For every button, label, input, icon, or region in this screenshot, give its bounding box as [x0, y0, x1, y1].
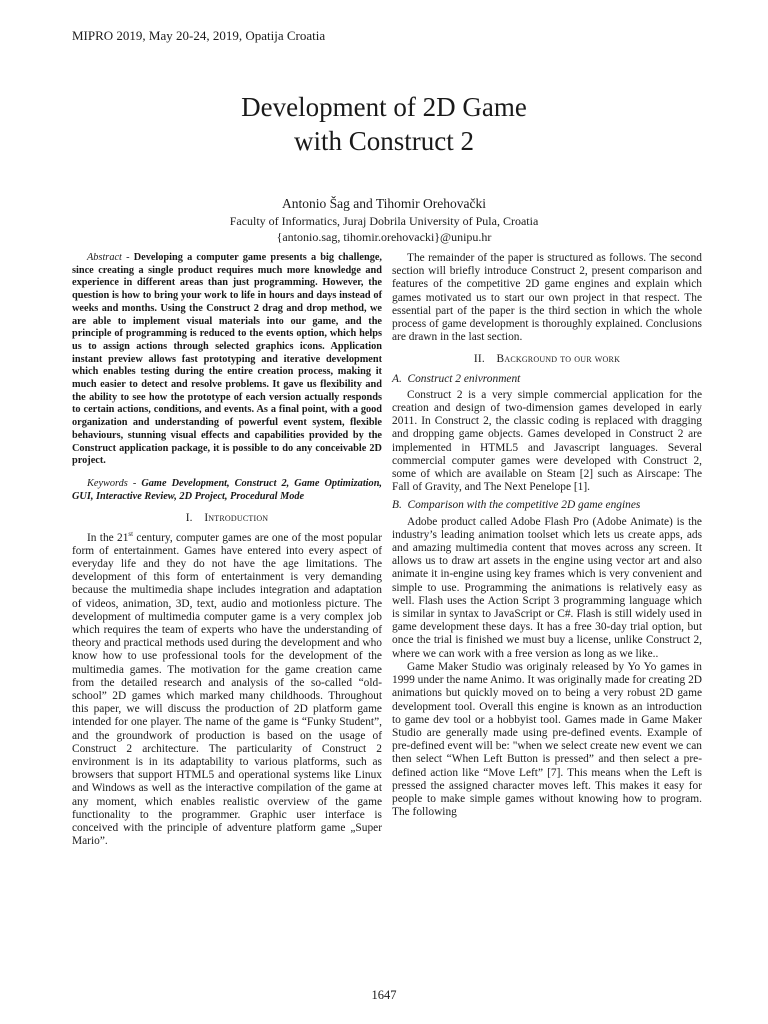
affiliation — [0, 213, 768, 245]
introduction-paragraph — [72, 529, 382, 849]
abstract-text: Developing a computer game presents a big challenge, since creating a single product requires much more knowledge and experience in different areas than just programming. However, the question is how to bring your work to life in hours and days instead of weeks and months. Using the Construct 2 drag and drop method, we are able to implement visual materials into our game, and the principle of programming is reduced to the events option, which helps us to assign actions through selected graphics icons. Application instant preview allows fast prototyping and iterative development which enables testing during the entire creation process, making it much easier to detect and resolve problems. It gave us flexibility and the ability to see how the prototype of each version actually responds to certain actions, conditions, and events. As a final point, with a good organization and understanding of powerful event system, flexible behaviours, stunning visual effects and capabilities provided by the Construct application package, it is possible to do any conceivable 2D project. — [72, 252, 382, 467]
keywords — [72, 478, 382, 503]
construct2-paragraph: Construct 2 is a very simple commercial application for the creation and design of two-dimension games developed in early 2011. In Construct 2, the classic coding is replaced with dragging and dropping game objects. Games developed in Construct 2 are implemented in HTML5 and Javascript languages. Several commercial computer games were developed with Construct 2, some of which are available on Steam [2] such as Airscape: The Fall of Gravity, and The Next Penelope [1]. — [392, 388, 702, 494]
abstract-label: Abstract - — [87, 252, 130, 263]
subsection-heading-construct2: A. Construct 2 enivronment — [392, 372, 521, 385]
intro-text-rest: century, computer games are one of the most popular form of entertainment. Games have entered into every aspect of everyday life and they do not have the age limitations. The development of this form of entertainment is very demanding because the multimedia shape includes integration and adaptation of videos, animation, 3D, text, audio and motionless picture. The development of multimedia computer game is a very complex job which requires the team of experts who have the understanding of theory and practical methods used during the development and who know how to use professional tools for the development of the multimedia games. The motivation for the game creation came from the detailed research and analysis of the so-called “old-school” 2D games which marked many childhoods. Throughout this paper, we will discuss the production of 2D platform game intended for one player. The name of the game is “Funky Student”, and the groundwork of production is based on the usage of Construct 2 architecture. The particularity of Construct 2 environment is in its adaptability to various platforms, such as browsers that support HTML5 and operational systems like Linux and Windows as well as the interactive compilation of the game at any moment, which enables realistic overview of the game functionality to the programmer. Graphic user interface is conceived with the principle of adventure platform game „Super Mario”. — [72, 531, 382, 848]
ordinal-superscript: st — [128, 529, 134, 538]
flash-paragraph: Adobe product called Adobe Flash Pro (Adobe Animate) is the industry’s leading animation toolset which lets us create apps, ads and amazing multimedia content that moves across any screen. It allows us to draw art assets in the engine using vector art and also animate it in-engine using key frames which is very convenient and simple to use. Programming the animations is relatively easy as well. Flash uses the Action Script 3 programming language which is similar in syntax to JavaScript or C#. Flash is still widely used in game development these days. It has a free 30-day trial option, but once the trial is finished we must buy a license, unlike Construct 2, where we can work with a free version as long as we like.. — [392, 515, 702, 660]
abstract — [72, 252, 382, 468]
affiliation-institution: Faculty of Informatics, Juraj Dobrila University of Pula, Croatia — [229, 214, 539, 228]
gamemaker-paragraph: Game Maker Studio was originaly released by Yo Yo games in 1999 under the name Animo. It was originally made for creating 2D animations but quickly moved on to being a very robust 2D game development tool. Overall this engine is known as an introduction to game dev tool or a hobbyist tool. Games made in Game Maker Studio are generally made using pre-defined events. Example of pre-defined event will be: "when we select create new event we can then select “When Left Button is pressed” and then select a pre-defined action like “Move Left” [7]. This means when the Left is pressed the assigned character moves left. This makes it easy for people to make simple games without knowing how to program. The following — [392, 660, 702, 819]
title-line-1: Development of 2D Game — [241, 92, 527, 122]
author-names: Antonio Šag and Tihomir Orehovački — [282, 196, 486, 211]
title-line-2: with Construct 2 — [294, 126, 474, 156]
right-column — [392, 252, 702, 819]
page-number: 1647 — [371, 988, 397, 1002]
subsection-heading-comparison: B. Comparison with the competitive 2D game engines — [392, 499, 641, 512]
conference-header: MIPRO 2019, May 20-24, 2019, Opatija Croatia — [72, 28, 326, 43]
affiliation-emails: {antonio.sag, tihomir.orehovacki}@unipu.hr — [276, 230, 492, 244]
keywords-text: Game Development, Construct 2, Game Optimization, GUI, Interactive Review, 2D Project, Procedural Mode — [72, 477, 382, 502]
keywords-label: Keywords - — [87, 477, 137, 489]
paper-title — [0, 90, 768, 158]
intro-text-start: In the 21 — [87, 531, 129, 544]
paper-structure-paragraph: The remainder of the paper is structured as follows. The second section will briefly introduce Construct 2, present comparison and features of the competitive 2D game engines and explain which games motivated us to start our own project in that respect. The essential part of the paper is the third section in which the whole process of game development is thoroughly explained. Conclusions are drawn in the last section. — [392, 252, 702, 344]
section-heading-introduction: I. Introduction — [185, 512, 269, 525]
section-heading-background: II. Background to our work — [473, 353, 621, 366]
left-column — [72, 252, 382, 848]
